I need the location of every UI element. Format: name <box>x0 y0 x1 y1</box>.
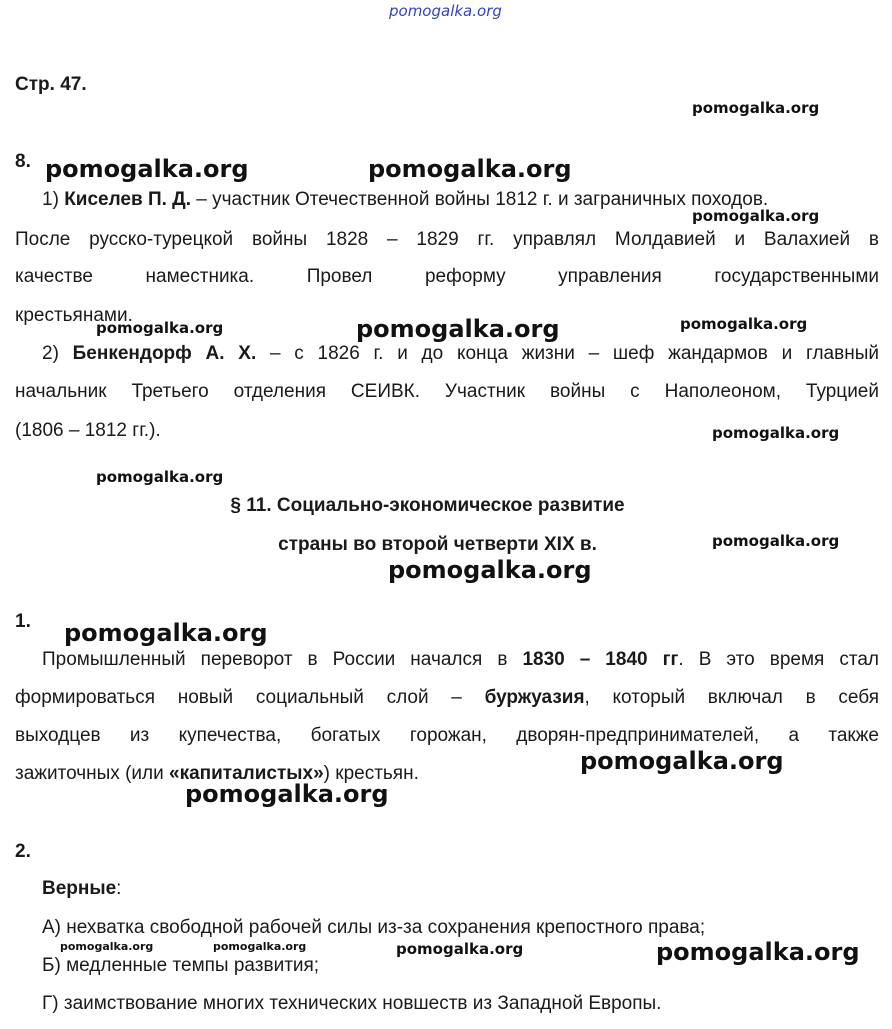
task-1-line-1: Промышленный переворот в России начался в 1830 – 1840 гг. В это время стал <box>42 649 879 670</box>
task-8-item-1-line-4: крестьянами. <box>15 305 133 326</box>
watermark: pomogalka.org <box>692 207 820 225</box>
task-1-line-4: зажиточных (или «капиталистых») крестьян. <box>15 763 419 784</box>
watermark: pomogalka.org <box>45 155 249 183</box>
task-8-item-2-line-2: начальник Третьего отделения СЕИВК. Участник войны с Наполеоном, Турцией <box>15 381 879 402</box>
watermark: pomogalka.org <box>96 468 224 486</box>
section-title-line-1: § 11. Социально-экономическое развитие <box>230 495 625 516</box>
task-8-item-2-line-1: 2) Бенкендорф А. Х. – с 1826 г. и до конца жизни – шеф жандармов и главный <box>42 343 879 364</box>
watermark-top: pomogalka.org <box>389 2 502 20</box>
watermark: pomogalka.org <box>213 940 307 953</box>
watermark: pomogalka.org <box>712 532 840 550</box>
section-title-line-2: страны во второй четверти XIX в. <box>278 534 597 555</box>
watermark: pomogalka.org <box>712 424 840 442</box>
task-8-item-1-line-3: качестве наместника. Провел реформу управления государственными <box>15 266 879 287</box>
person-name-kiselev: Киселев П. Д. <box>64 189 191 210</box>
watermark: pomogalka.org <box>656 938 860 966</box>
watermark: pomogalka.org <box>388 556 592 584</box>
task-2-label: Верные: <box>42 878 122 899</box>
task-2-option-b: Б) медленные темпы развития; <box>42 955 320 976</box>
watermark: pomogalka.org <box>680 315 808 333</box>
task-8-item-2-line-3: (1806 – 1812 гг.). <box>15 420 161 441</box>
task-8-item-1-line-2: После русско-турецкой войны 1828 – 1829 гг. управлял Молдавией и Валахией в <box>15 229 879 250</box>
watermark: pomogalka.org <box>185 780 389 808</box>
period-1830-1840: 1830 – 1840 гг <box>522 649 679 670</box>
watermark: pomogalka.org <box>356 315 560 343</box>
watermark: pomogalka.org <box>580 747 784 775</box>
watermark: pomogalka.org <box>692 99 820 117</box>
page-reference: Стр. 47. <box>15 74 87 95</box>
task-2-number: 2. <box>15 841 31 862</box>
person-name-benckendorff: Бенкендорф А. Х. <box>72 343 257 364</box>
task-8-number: 8. <box>15 151 31 172</box>
term-capitalist-peasants: «капиталистых» <box>169 763 324 784</box>
watermark: pomogalka.org <box>64 619 268 647</box>
task-2-option-a: А) нехватка свободной рабочей силы из-за сохранения крепостного права; <box>42 917 706 938</box>
watermark: pomogalka.org <box>60 940 154 953</box>
task-8-item-1-line-1: 1) Киселев П. Д. – участник Отечественной войны 1812 г. и заграничных походов. <box>42 189 769 210</box>
watermark: pomogalka.org <box>396 940 524 958</box>
task-1-line-3: выходцев из купечества, богатых горожан, дворян-предпринимателей, а также <box>15 725 879 746</box>
watermark: pomogalka.org <box>96 319 224 337</box>
task-2-option-g: Г) заимствование многих технических новшеств из Западной Европы. <box>42 993 662 1014</box>
task-1-line-2: формироваться новый социальный слой – буржуазия, который включал в себя <box>15 687 879 708</box>
watermark: pomogalka.org <box>368 155 572 183</box>
task-1-number: 1. <box>15 611 31 632</box>
term-bourgeoisie: буржуазия <box>484 687 585 708</box>
